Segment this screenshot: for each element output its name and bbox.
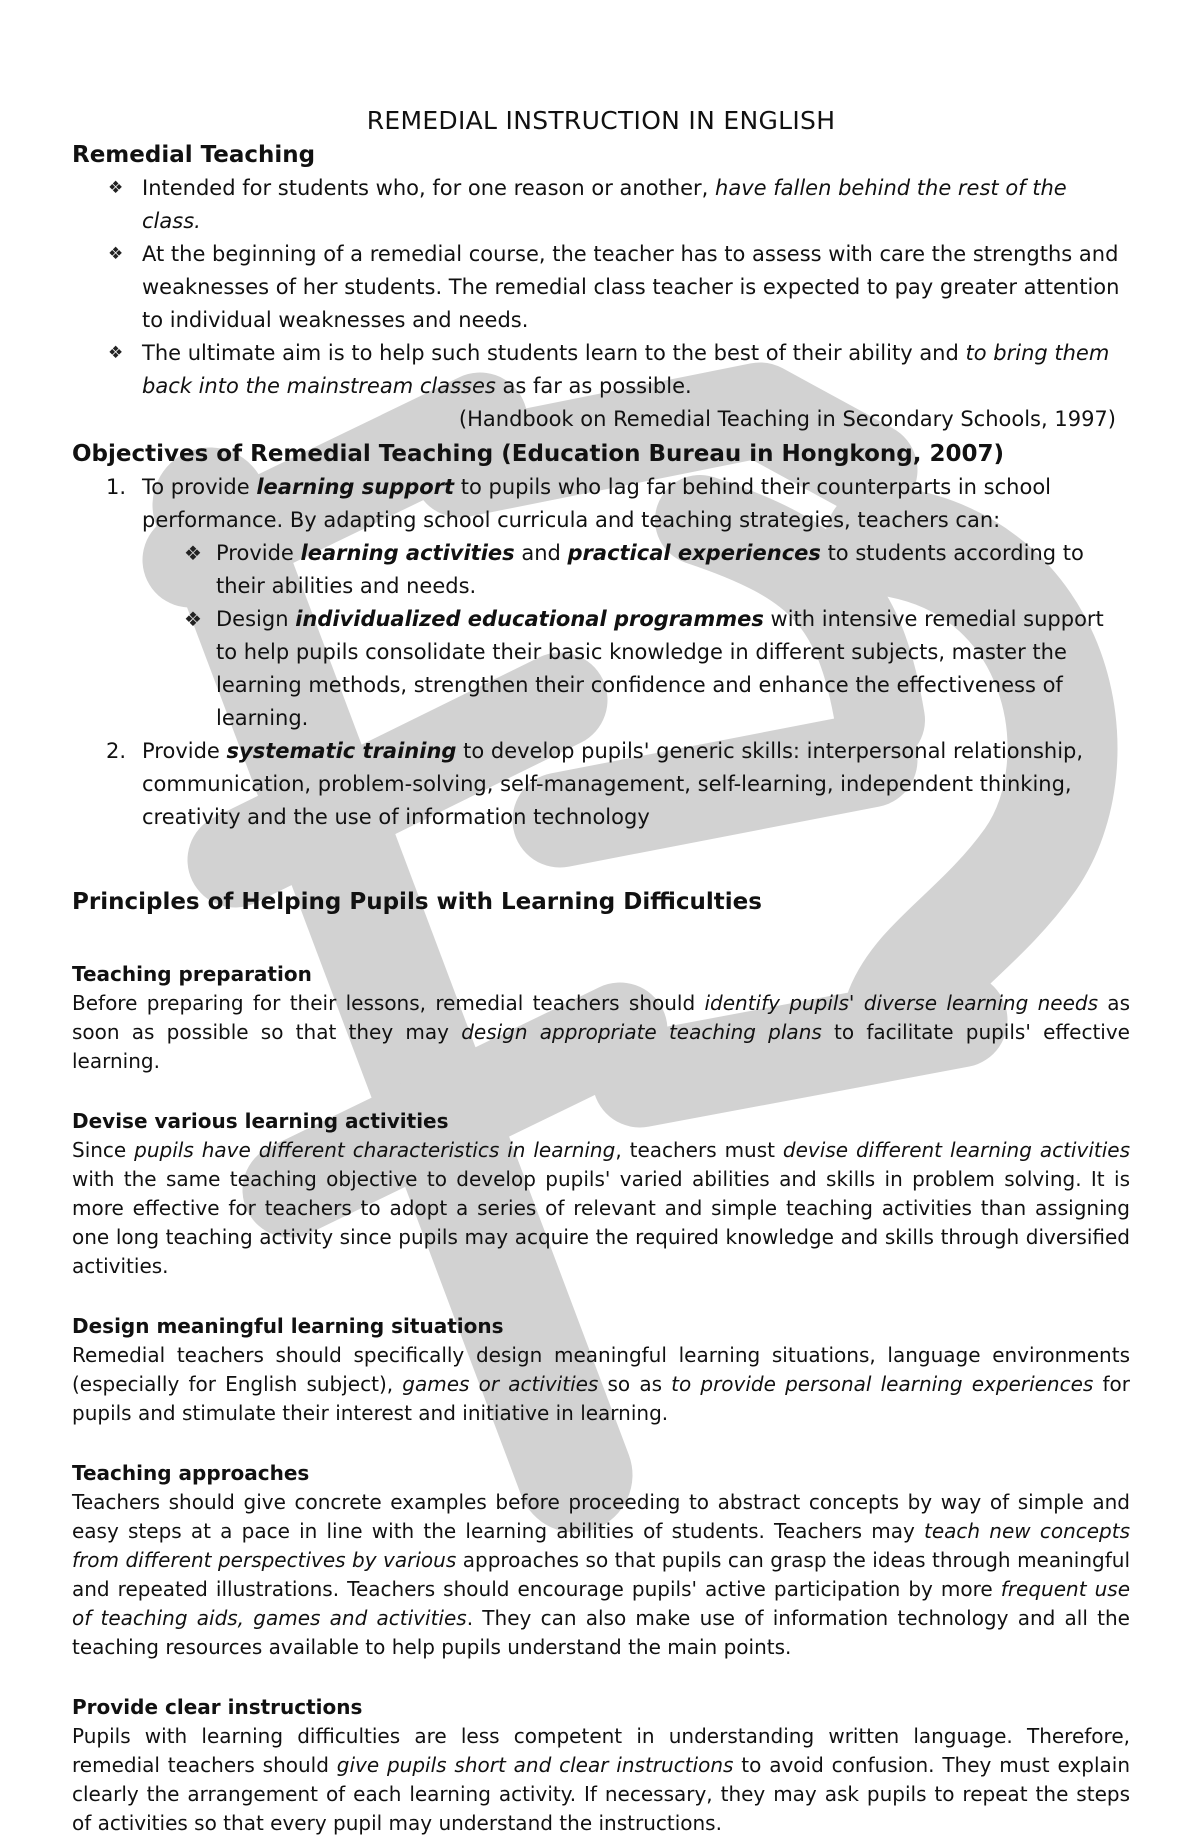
item-text: Provide — [142, 739, 227, 763]
principle-body: Since pupils have different characteristics in learning, teachers must devise different learning activities with the same teaching objective to develop pupils' varied abilities and skills in problem solving. It is more effective for teachers to adopt a series of relevant and simple teaching activities than assigning one long teaching activity since pupils may acquire the required knowledge and skills through diversified activities. — [72, 1138, 1130, 1278]
item-text-tail: as far as possible. — [495, 374, 692, 398]
list-item — [72, 471, 1130, 735]
item-text: Design — [216, 607, 296, 631]
principle-body: Pupils with learning difficulties are less competent in understanding written language. Therefore, remedial teachers should give pupils short and clear instructions to avoid confusion. They must explain clearly the arrangement of each learning activity. If necessary, they may ask pupils to repeat the steps of activities so that every pupil may understand the instructions. — [72, 1724, 1130, 1835]
citation: (Handbook on Remedial Teaching in Secondary Schools, 1997) — [458, 407, 1116, 431]
principle-title: Provide clear instructions — [72, 1695, 363, 1719]
diamond-bullet-icon: ❖ — [108, 343, 124, 363]
item-text: Provide — [216, 541, 301, 565]
principle-title: Teaching approaches — [72, 1461, 310, 1485]
list-item — [72, 172, 1130, 238]
item-italic-text: to bring them back into the mainstream classes — [142, 341, 1110, 398]
diamond-bullet-icon: ❖ — [108, 178, 124, 198]
principle-teaching-preparation — [72, 959, 1130, 1076]
item-text: To provide — [142, 475, 257, 499]
principle-learning-situations — [72, 1311, 1130, 1428]
item-text: and — [514, 541, 568, 565]
principle-body: Teachers should give concrete examples before proceeding to abstract concepts by way of simple and easy steps at a pace in line with the learning abilities of students. Teachers may teach new concepts from different perspectives by various approaches so that pupils can grasp the ideas through meaningful and repeated illustrations. Teachers should encourage pupils' active participation by more frequent use of teaching aids, games and activities. They can also make use of information technology and all the teaching resources available to help pupils understand the main points. — [72, 1490, 1130, 1659]
objectives-list — [72, 471, 1130, 834]
sub-list-item — [142, 537, 1130, 603]
document-page — [72, 104, 1130, 1838]
list-item — [72, 735, 1130, 834]
remedial-teaching-list — [72, 172, 1130, 403]
list-item — [72, 238, 1130, 337]
item-emphasis: practical experiences — [567, 541, 821, 565]
item-emphasis: systematic training — [226, 739, 457, 763]
item-number: 1. — [106, 475, 127, 499]
principle-title: Design meaningful learning situations — [72, 1314, 504, 1338]
principle-clear-instructions — [72, 1692, 1130, 1838]
diamond-bullet-icon: ❖ — [184, 607, 202, 631]
item-text: to develop pupils' generic skills: interpersonal relationship, communication, problem-solving, self-management, self-learning, independent thinking, creativity and the use of information technology — [142, 739, 1084, 829]
list-item — [72, 337, 1130, 403]
item-text: with intensive remedial support to help pupils consolidate their basic knowledge in different subjects, master the learning methods, strengthen their confidence and enhance the effectiveness of learning. — [216, 607, 1104, 730]
principle-learning-activities — [72, 1106, 1130, 1281]
item-emphasis: individualized educational programmes — [295, 607, 764, 631]
sub-list — [142, 537, 1130, 735]
remedial-teaching-section — [72, 139, 1130, 436]
principles-section — [72, 886, 1130, 1838]
item-text: to students according to their abilities and needs. — [216, 541, 1084, 598]
remedial-teaching-heading: Remedial Teaching — [72, 142, 316, 168]
item-number: 2. — [106, 739, 127, 763]
principle-body: Remedial teachers should specifically design meaningful learning situations, language environments (especially for English subject), games or activities so as to provide personal learning experiences for pupils and stimulate their interest and initiative in learning. — [72, 1343, 1130, 1425]
diamond-bullet-icon: ❖ — [108, 244, 124, 264]
principle-title: Teaching preparation — [72, 962, 312, 986]
item-text: to pupils who lag far behind their counterparts in school performance. By adapting school curricula and teaching strategies, teachers can: — [142, 475, 1051, 532]
principle-body: Before preparing for their lessons, remedial teachers should identify pupils' diverse learning needs as soon as possible so that they may design appropriate teaching plans to facilitate pupils' effective learning. — [72, 991, 1130, 1073]
item-text: At the beginning of a remedial course, the teacher has to assess with care the strengths and weaknesses of her students. The remedial class teacher is expected to pay greater attention to individual weaknesses and needs. — [142, 242, 1120, 332]
objectives-section — [72, 438, 1130, 834]
item-emphasis: learning activities — [300, 541, 515, 565]
item-italic-text: have fallen behind the rest of the class. — [142, 176, 1067, 233]
diamond-bullet-icon: ❖ — [184, 541, 202, 565]
principle-title: Devise various learning activities — [72, 1109, 449, 1133]
item-text: The ultimate aim is to help such students learn to the best of their ability and — [142, 341, 966, 365]
principles-heading: Principles of Helping Pupils with Learning Difficulties — [72, 889, 762, 915]
item-emphasis: learning support — [256, 475, 455, 499]
objectives-heading: Objectives of Remedial Teaching (Education Bureau in Hongkong, 2007) — [72, 441, 1005, 467]
item-text: Intended for students who, for one reason or another, — [142, 176, 716, 200]
sub-list-item — [142, 603, 1130, 735]
principle-teaching-approaches — [72, 1458, 1130, 1662]
document-title: REMEDIAL INSTRUCTION IN ENGLISH — [366, 106, 836, 135]
